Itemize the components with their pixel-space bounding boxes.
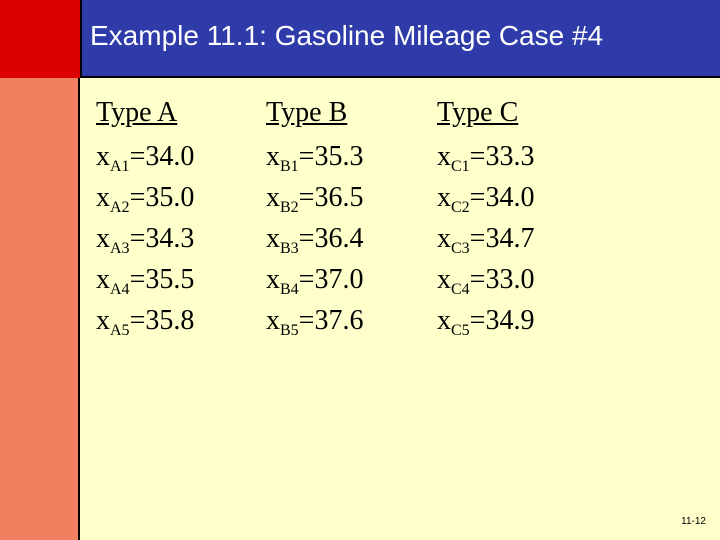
variable: x: [437, 305, 451, 336]
subscript: B1: [280, 158, 299, 175]
variable: x: [266, 141, 280, 172]
subscript: B3: [280, 240, 299, 257]
value: =34.0: [129, 141, 195, 172]
observation-row: [96, 136, 194, 177]
variable: x: [96, 264, 110, 295]
subscript: C1: [451, 158, 470, 175]
page-number: 11-12: [681, 516, 706, 527]
observation-row: [437, 218, 534, 259]
column-header: Type A: [96, 97, 178, 128]
column-header: Type C: [437, 97, 519, 128]
variable: x: [266, 264, 280, 295]
variable: x: [437, 182, 451, 213]
subscript: C3: [451, 240, 470, 257]
slide-title: Example 11.1: Gasoline Mileage Case #4: [90, 20, 604, 51]
variable: x: [96, 182, 110, 213]
variable: x: [437, 264, 451, 295]
left-accent-top: [0, 0, 80, 78]
column-header: Type B: [266, 97, 348, 128]
variable: x: [96, 223, 110, 254]
variable: x: [437, 141, 451, 172]
observation-row: [437, 136, 534, 177]
observation-row: [266, 177, 363, 218]
subscript: C4: [451, 281, 470, 298]
subscript: A1: [110, 158, 130, 175]
variable: x: [96, 305, 110, 336]
value: =37.0: [298, 264, 364, 295]
value: =34.9: [469, 305, 535, 336]
subscript: C2: [451, 199, 470, 216]
observation-row: [266, 136, 363, 177]
observation-row: [96, 218, 194, 259]
variable: x: [266, 305, 280, 336]
subscript: A2: [110, 199, 130, 216]
subscript: A5: [110, 322, 130, 339]
value: =35.5: [129, 264, 195, 295]
value: =35.0: [129, 182, 195, 213]
value: =35.8: [129, 305, 195, 336]
title-bar: [80, 0, 720, 78]
value: =33.3: [469, 141, 535, 172]
value: =36.4: [298, 223, 364, 254]
value: =35.3: [298, 141, 364, 172]
column-type-b: [266, 96, 363, 341]
variable: x: [266, 182, 280, 213]
subscript: C5: [451, 322, 470, 339]
observation-row: [266, 259, 363, 300]
subscript: B4: [280, 281, 299, 298]
value: =34.7: [469, 223, 535, 254]
variable: x: [266, 223, 280, 254]
value: =34.3: [129, 223, 195, 254]
observation-row: [437, 300, 534, 341]
subscript: B2: [280, 199, 299, 216]
subscript: A3: [110, 240, 130, 257]
value: =37.6: [298, 305, 364, 336]
observation-row: [96, 300, 194, 341]
value: =33.0: [469, 264, 535, 295]
column-type-c: [437, 96, 534, 341]
subscript: B5: [280, 322, 299, 339]
observation-row: [96, 177, 194, 218]
value: =36.5: [298, 182, 364, 213]
observation-row: [437, 259, 534, 300]
value: =34.0: [469, 182, 535, 213]
variable: x: [96, 141, 110, 172]
observation-row: [266, 218, 363, 259]
variable: x: [437, 223, 451, 254]
subscript: A4: [110, 281, 130, 298]
column-type-a: [96, 96, 194, 341]
observation-row: [437, 177, 534, 218]
left-accent-bar: [0, 78, 80, 540]
observation-row: [96, 259, 194, 300]
observation-row: [266, 300, 363, 341]
